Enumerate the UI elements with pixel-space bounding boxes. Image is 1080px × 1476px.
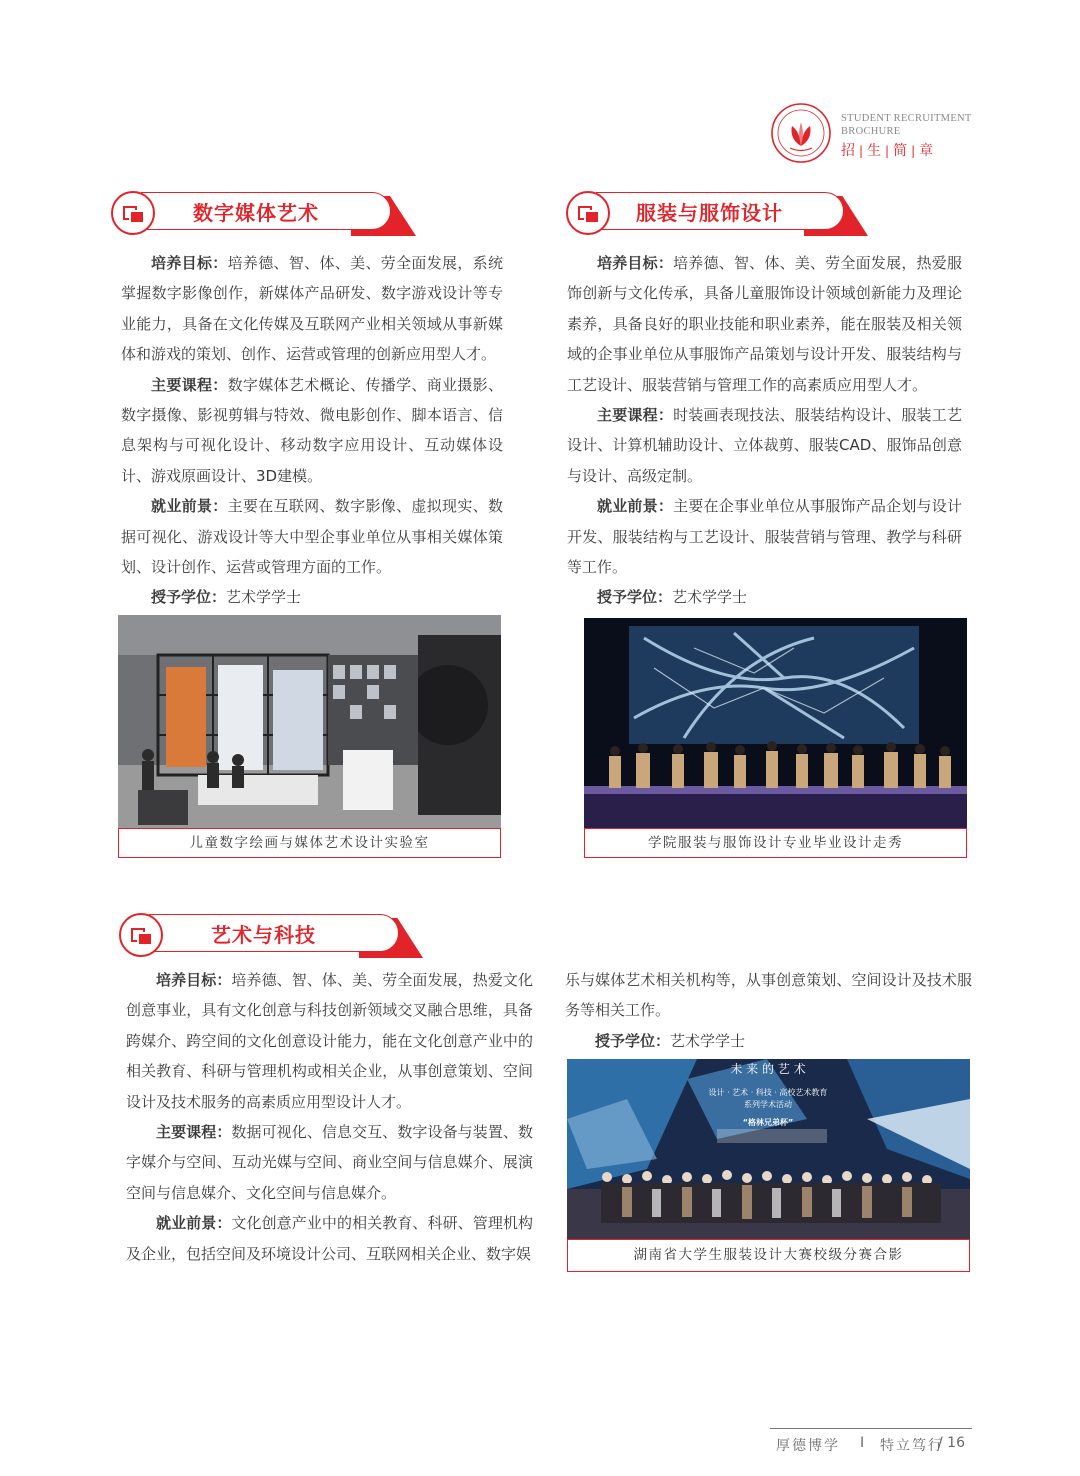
book-icon [111, 191, 155, 235]
section-title: 数字媒体艺术 [193, 201, 319, 225]
lab-photo [118, 615, 501, 828]
section-header-art-tech [119, 912, 423, 958]
photo-caption: 学院服装与服饰设计专业毕业设计走秀 [584, 828, 967, 858]
footer-divider: I [860, 1435, 865, 1451]
section-header-digital-media [111, 190, 416, 236]
screen-line-3: “格林兄弟杯” [742, 1118, 794, 1127]
fashion-text: 培养目标：培养德、智、体、美、劳全面发展，热爱服饰创新与文化传承，具备儿童服饰设计领域创新能力及理论素养，具备良好的职业技能和职业素养，能在服装及相关领域的企事业单位从事服饰产品策划与设计开发、服装结构与工艺设计、服装营销与管理工作的高素质应用型人才。 主要课程：时装画表现技法、服装结构设计、服装工艺设计、计算机辅助设计、立体裁剪、服装CAD、服饰品创意与设计、高级定制。 就业前景：主要在企事业单位从事服饰产品企划与设计开发、服装结构与工艺设计、服装营销与管理、教学与科研等工作。 授予学位：艺术学学士 [567, 254, 962, 607]
section-header-fashion [566, 190, 868, 236]
brand-chinese-title: 招 | 生 | 简 | 章 [841, 143, 935, 159]
book-icon [119, 913, 163, 957]
page-footer [770, 1428, 972, 1458]
screen-line-2: 系列学术活动 [744, 1100, 792, 1109]
brand-header [770, 102, 980, 166]
book-icon [566, 191, 610, 235]
photo-caption: 儿童数字绘画与媒体艺术设计实验室 [118, 828, 501, 858]
page-number: / 16 [938, 1435, 965, 1451]
digital-media-text: 培养目标：培养德、智、体、美、劳全面发展，系统掌握数字影像创作，新媒体产品研发、数字游戏设计等专业能力，具备在文化传媒及互联网产业相关领域从事新媒体和游戏的策划、创作、运营或管理的创新应用型人才。 主要课程：数字媒体艺术概论、传播学、商业摄影、数字摄像、影视剪辑与特效、微电影创作、脚本语言、信息架构与可视化设计、移动数字应用设计、互动媒体设计、游戏原画设计、3D建模。 就业前景：主要在互联网、数字影像、虚拟现实、数据可视化、游戏设计等大中型企事业单位从事相关媒体策划、设计创作、运营或管理方面的工作。 授予学位：艺术学学士 [121, 254, 503, 607]
footer-motto-2: 特立笃行 [880, 1438, 944, 1454]
section-title: 服装与服饰设计 [636, 201, 783, 225]
screen-title: 未 来 的 艺 术 [730, 1062, 806, 1076]
section-title: 艺术与科技 [211, 923, 316, 947]
university-seal-logo [770, 102, 832, 164]
competition-group-photo [567, 1059, 970, 1239]
footer-motto: 厚德博学 [776, 1438, 840, 1454]
art-tech-text-left: 培养目标：培养德、智、体、美、劳全面发展，热爱文化创意事业，具有文化创意与科技创新领域交叉融合思维，具备跨媒介、跨空间的文化创意设计能力，能在文化创意产业中的相关教育、科研与管理机构或相关企业，从事创意策划、空间设计及技术服务的高素质应用型设计人才。 主要课程：数据可视化、信息交互、数字设备与装置、数字媒介与空间、互动光媒与空间、商业空间与信息媒介、展演空间与信息媒介、文化空间与信息媒介。 就业前景：文化创意产业中的相关教育、科研、管理机构及企业，包括空间及环境设计公司、互联网相关企业、数字娱 [126, 971, 533, 1263]
screen-line-1: 设计 · 艺术 · 科技 · 高校艺术教育 [708, 1088, 828, 1097]
fashion-show-photo [584, 618, 967, 828]
art-tech-text-right: 乐与媒体艺术相关机构等，从事创意策划、空间设计及技术服务等相关工作。 授予学位：艺术学学士 [565, 971, 972, 1050]
brand-english-title: STUDENT RECRUITMENT BROCHURE [841, 113, 972, 137]
photo-caption: 湖南省大学生服装设计大赛校级分赛合影 [567, 1239, 970, 1272]
